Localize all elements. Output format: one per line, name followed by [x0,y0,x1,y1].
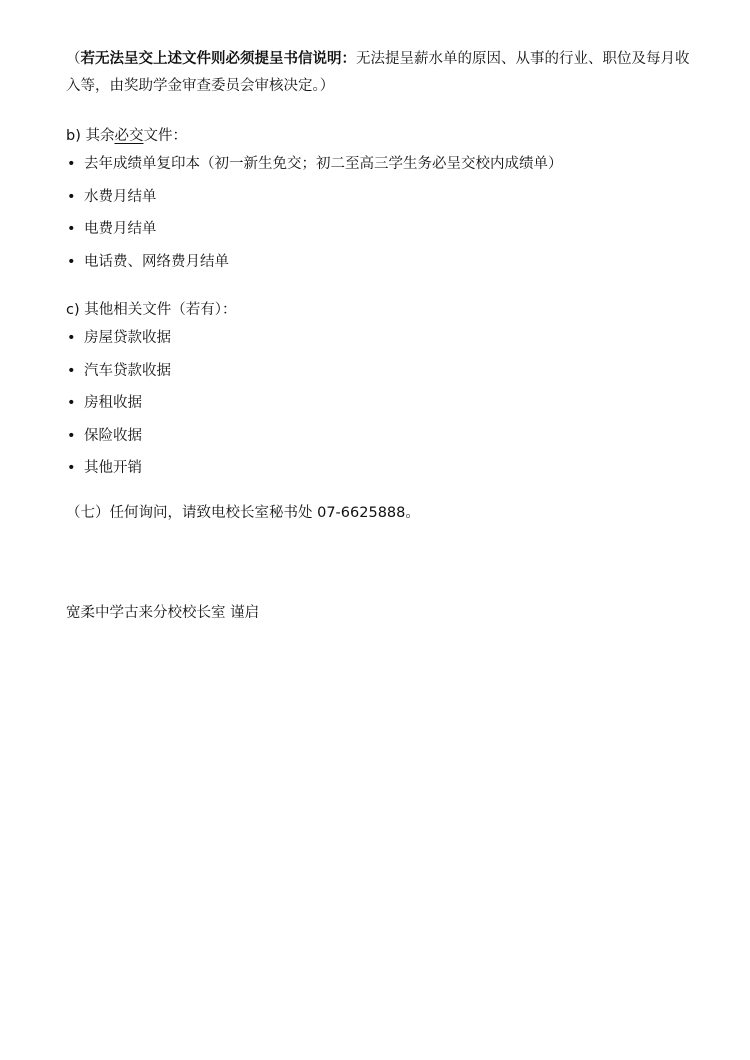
list-item-text: 电费月结单 [84,221,157,237]
section-b-prefix: b) 其余 [66,128,115,144]
list-item [66,246,696,279]
signature: 宽柔中学古来分校校长室 谨启 [66,604,260,621]
submission-note [66,46,696,100]
list-item-text: 保险收据 [84,427,142,444]
section-b-suffix: 文件： [143,128,187,144]
list-item [66,387,696,420]
note-bold-text: 若无法呈交上述文件则必须提呈书信说明： [80,51,356,67]
bullet-icon: • [67,427,76,444]
list-item [66,355,696,388]
list-item [66,322,696,355]
list-item [66,213,696,246]
list-item [66,148,696,181]
section-c-heading: c) 其他相关文件（若有）： [66,302,237,318]
note-open-paren: （ [66,51,81,67]
bullet-icon: • [67,330,76,346]
section-b-heading [66,124,696,148]
list-item-text: 电话费、网络费月结单 [84,253,229,270]
section-c-list [66,322,696,485]
section-b-underlined: 必交 [114,128,144,144]
bullet-icon: • [67,221,76,237]
note-normal-text: 无法提呈薪水单的原因、从事的行业、职位及每月收入等，由奖助学金审查委员会审核决定。） [66,51,690,94]
bullet-icon: • [67,395,76,411]
list-item-text: 去年成绩单复印本（初一新生免交；初二至高三学生务必呈交校内成绩单） [84,156,563,172]
bullet-icon: • [67,188,76,205]
section-b-list [66,148,696,278]
document-page [66,46,696,625]
bullet-icon: • [67,362,76,379]
list-item-text: 其他开销 [84,460,142,476]
bullet-icon: • [67,156,76,172]
list-item-text: 房屋贷款收据 [84,330,171,346]
list-item-text: 水费月结单 [84,188,157,205]
bullet-icon: • [67,460,76,476]
list-item [66,420,696,453]
list-item [66,181,696,214]
list-item [66,452,696,485]
bullet-icon: • [67,253,76,270]
list-item-text: 汽车贷款收据 [84,362,171,379]
list-item-text: 房租收据 [84,395,142,411]
contact-info: （七）任何询问，请致电校长室秘书处 07-6625888。 [66,504,420,521]
